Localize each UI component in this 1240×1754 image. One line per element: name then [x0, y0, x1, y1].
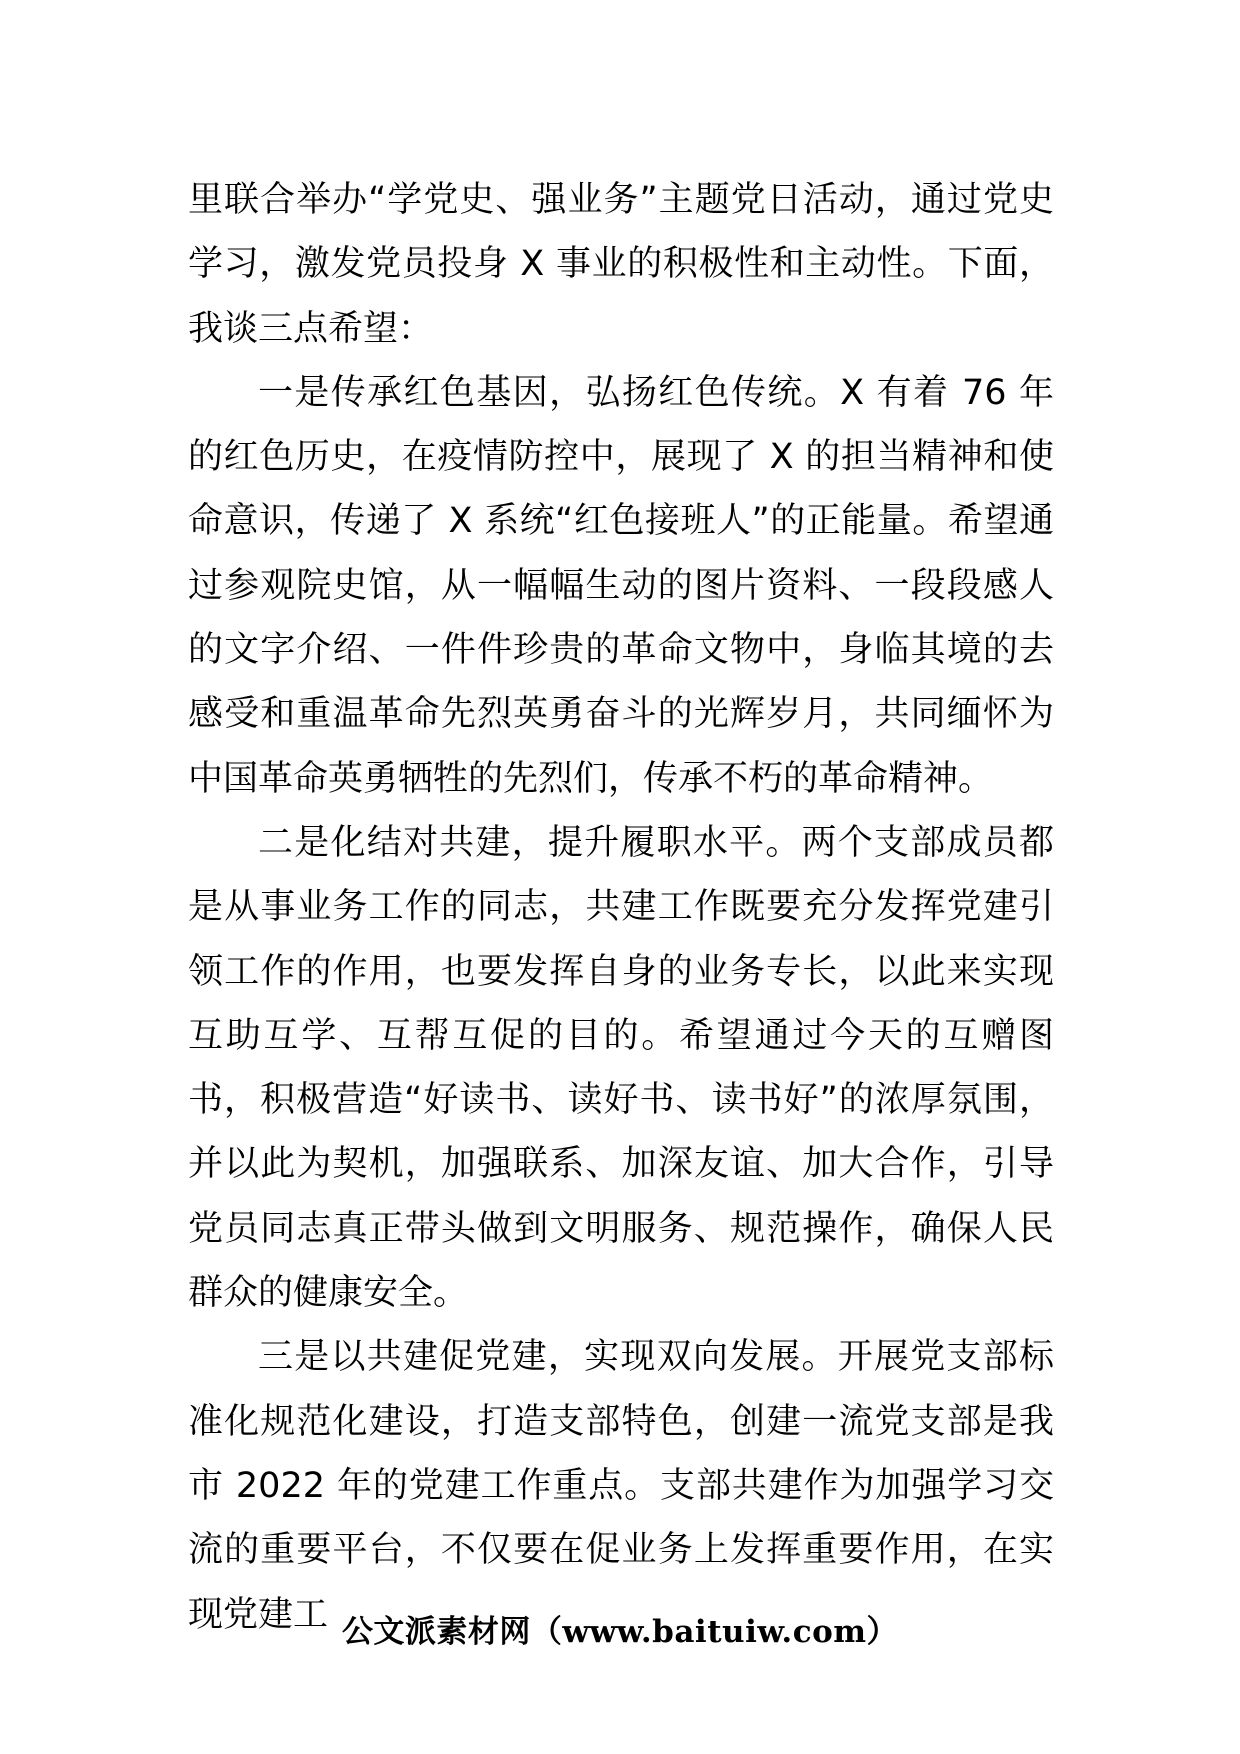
body-text [188, 168, 1054, 1647]
paragraph-continuation: 里联合举办“学党史、强业务”主题党日活动，通过党史学习，激发党员投身 X 事业的积极性和主动性。下面，我谈三点希望： [188, 180, 1054, 349]
footer-watermark: 公文派素材网（www.baituiw.com） [341, 1614, 899, 1650]
paragraph-point-one: 一是传承红色基因，弘扬红色传统。X 有着 76 年的红色历史，在疫情防控中，展现了 X 的担当精神和使命意识，传递了 X 系统“红色接班人”的正能量。希望通过参观院史馆，从一幅幅生动的图片资料、一段段感人的文字介绍、一件件珍贵的革命文物中，身临其境的去感受和重温革命先烈英勇奋斗的光辉岁月，共同缅怀为中国革命英勇牺牲的先烈们，传承不朽的革命精神。 [188, 372, 1054, 799]
paragraph-point-three: 三是以共建促党建，实现双向发展。开展党支部标准化规范化建设，打造支部特色，创建一流党支部是我市 2022 年的党建工作重点。支部共建作为加强学习交流的重要平台，不仅要在促业务上发挥重要作用，在实现党建工 [188, 1337, 1054, 1635]
paragraph-point-two: 二是化结对共建，提升履职水平。两个支部成员都是从事业务工作的同志，共建工作既要充分发挥党建引领工作的作用，也要发挥自身的业务专长，以此来实现互助互学、互帮互促的目的。希望通过今天的互赠图书，积极营造“好读书、读好书、读书好”的浓厚氛围，并以此为契机，加强联系、加深友谊、加大合作，引导党员同志真正带头做到文明服务、规范操作，确保人民群众的健康安全。 [188, 822, 1054, 1314]
